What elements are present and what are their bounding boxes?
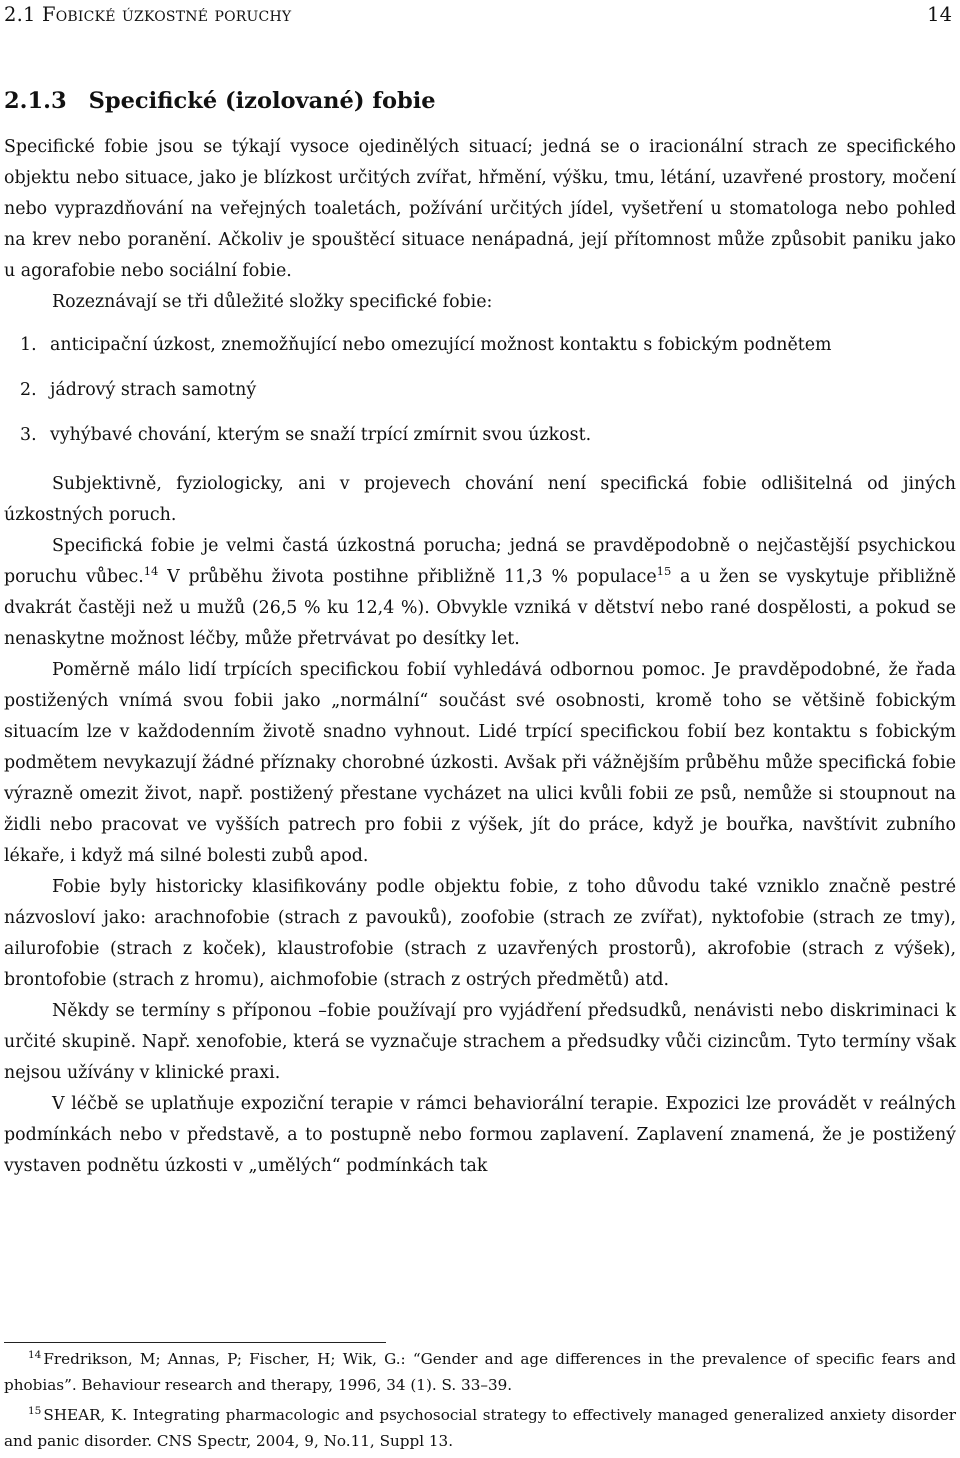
- footnote-reference[interactable]: 14: [143, 564, 159, 579]
- list-item-text: anticipační úzkost, znemožňující nebo omezující možnost kontaktu s fobickým podnětem: [50, 335, 832, 355]
- footnotes: [4, 1346, 956, 1458]
- paragraph-treatment: V léčbě se uplatňuje expoziční terapie v rámci behaviorální terapie. Expozici lze provádět v reálných podmínkách nebo v představě, a to postupně nebo formou zaplavení. Zaplavení znamená, že je postižený vystaven podnětu úzkosti v „umělých“ podmínkách tak: [4, 1094, 956, 1176]
- paragraph-prevalence-part2: V průběhu života postihne přibližně 11,3 % populace: [158, 567, 657, 587]
- footnote-item: [4, 1402, 956, 1454]
- list-item-marker: 1.: [20, 335, 37, 355]
- paragraph-components-lead: Rozeznávají se tři důležité složky specifické fobie:: [52, 292, 493, 312]
- list-item-text: jádrový strach samotný: [50, 380, 257, 400]
- footnote-text: SHEAR, K. Integrating pharmacologic and psychosocial strategy to effectively managed generalized anxiety disorder and panic disorder. CNS Spectr, 2004, 9, No.11, Suppl 13.: [4, 1406, 956, 1450]
- paragraph-prejudice: Někdy se termíny s příponou –fobie používají pro vyjádření předsudků, nenávisti nebo diskriminaci k určité skupině. Např. xenofobie, která se vyznačuje strachem a předsudky vůči cizincům. Tyto termíny však nejsou užívány v klinické praxi.: [4, 1001, 956, 1083]
- paragraph-classification: Fobie byly historicky klasifikovány podle objektu fobie, z toho důvodu také vzniklo značně pestré názvosloví jako: arachnofobie (strach z pavouků), zoofobie (strach ze zvířat), nyktofobie (strach ze tmy), ailurofobie (strach z koček), klaustrofobie (strach z uzavřených prostorů), akrofobie (strach z výšek), brontofobie (strach z hromu), aichmofobie (strach z ostrých předmětů) atd.: [4, 877, 956, 990]
- list-item: [4, 330, 956, 361]
- section-number: 2.1.3: [4, 88, 67, 114]
- list-item-marker: 3.: [20, 425, 37, 445]
- list-item-marker: 2.: [20, 380, 37, 400]
- list-item: [4, 375, 956, 406]
- page-number: 14: [927, 3, 952, 26]
- running-head: [4, 2, 952, 28]
- paragraph-prevalence-part1: Specifická fobie je velmi častá úzkostná porucha; jedná se pravděpodobně o nejčastější psychickou poruchu vůbec.: [4, 536, 956, 587]
- components-list: [4, 330, 956, 451]
- footnote-reference[interactable]: 15: [656, 564, 672, 579]
- paragraph-help-seeking: Poměrně málo lidí trpících specifickou fobií vyhledává odbornou pomoc. Je pravděpodobné, že řada postižených vnímá svou fobii jako „normální“ součást své osobnosti, kromě toho se většině fobickým situacím lze v každodenním životě snadno vyhnout. Lidé trpící specifickou fobií bez kontaktu s fobickým podmětem nevykazují žádné příznaky chorobné úzkosti. Avšak při vážnějším průběhu může specifická fobie výrazně omezit život, např. postižený přestane vycházet na ulici kvůli fobii ze psů, nemůže si stoupnout na židli nebo pracovat ve vyšších patrech pro fobii z výšek, jít do práce, když je bouřka, navštívit zubního lékaře, i když má silné bolesti zubů apod.: [4, 660, 956, 866]
- running-head-section: 2.1 Fobické úzkostné poruchy: [4, 3, 292, 26]
- footnote-text: Fredrikson, M; Annas, P; Fischer, H; Wik, G.: “Gender and age differences in the prevalence of specific fears and phobias”. Behaviour research and therapy, 1996, 34 (1). S. 33–39.: [4, 1350, 956, 1394]
- paragraph-prevalence: [4, 531, 956, 655]
- paragraph-symptoms: Subjektivně, fyziologicky, ani v projevech chování není specifická fobie odlišitelná od jiných úzkostných poruch.: [4, 474, 956, 525]
- footnote-item: [4, 1346, 956, 1398]
- paragraph-intro: Specifické fobie jsou se týkají vysoce ojedinělých situací; jedná se o iracionální strach ze specifického objektu nebo situace, jako je blízkost určitých zvířat, hřmění, výšku, tmu, létání, uzavřené prostory, močení nebo vyprazdňování na veřejných toaletách, požívání určitých jídel, vyšetření u stomatologa nebo pohled na krev nebo poranění. Ačkoliv je spouštěcí situace nenápadná, její přítomnost může způsobit paniku jako u agorafobie nebo sociální fobie.: [4, 137, 956, 281]
- list-item-text: vyhýbavé chování, kterým se snaží trpící zmírnit svou úzkost.: [50, 425, 592, 445]
- footnote-mark: 15: [28, 1404, 42, 1417]
- footnote-mark: 14: [28, 1348, 42, 1361]
- footnote-divider: [4, 1342, 386, 1343]
- paragraph-prevalence-part3: a u žen se vyskytuje přibližně dvakrát častěji než u mužů (26,5 % ku 12,4 %). Obvykle vzniká v dětství nebo rané dospělosti, a pokud se nenaskytne možnost léčby, může přetrvávat po desítky let.: [4, 567, 956, 649]
- list-item: [4, 420, 956, 451]
- body-text: [4, 132, 956, 1182]
- section-heading: [4, 86, 436, 116]
- section-title: Specifické (izolované) fobie: [88, 88, 436, 114]
